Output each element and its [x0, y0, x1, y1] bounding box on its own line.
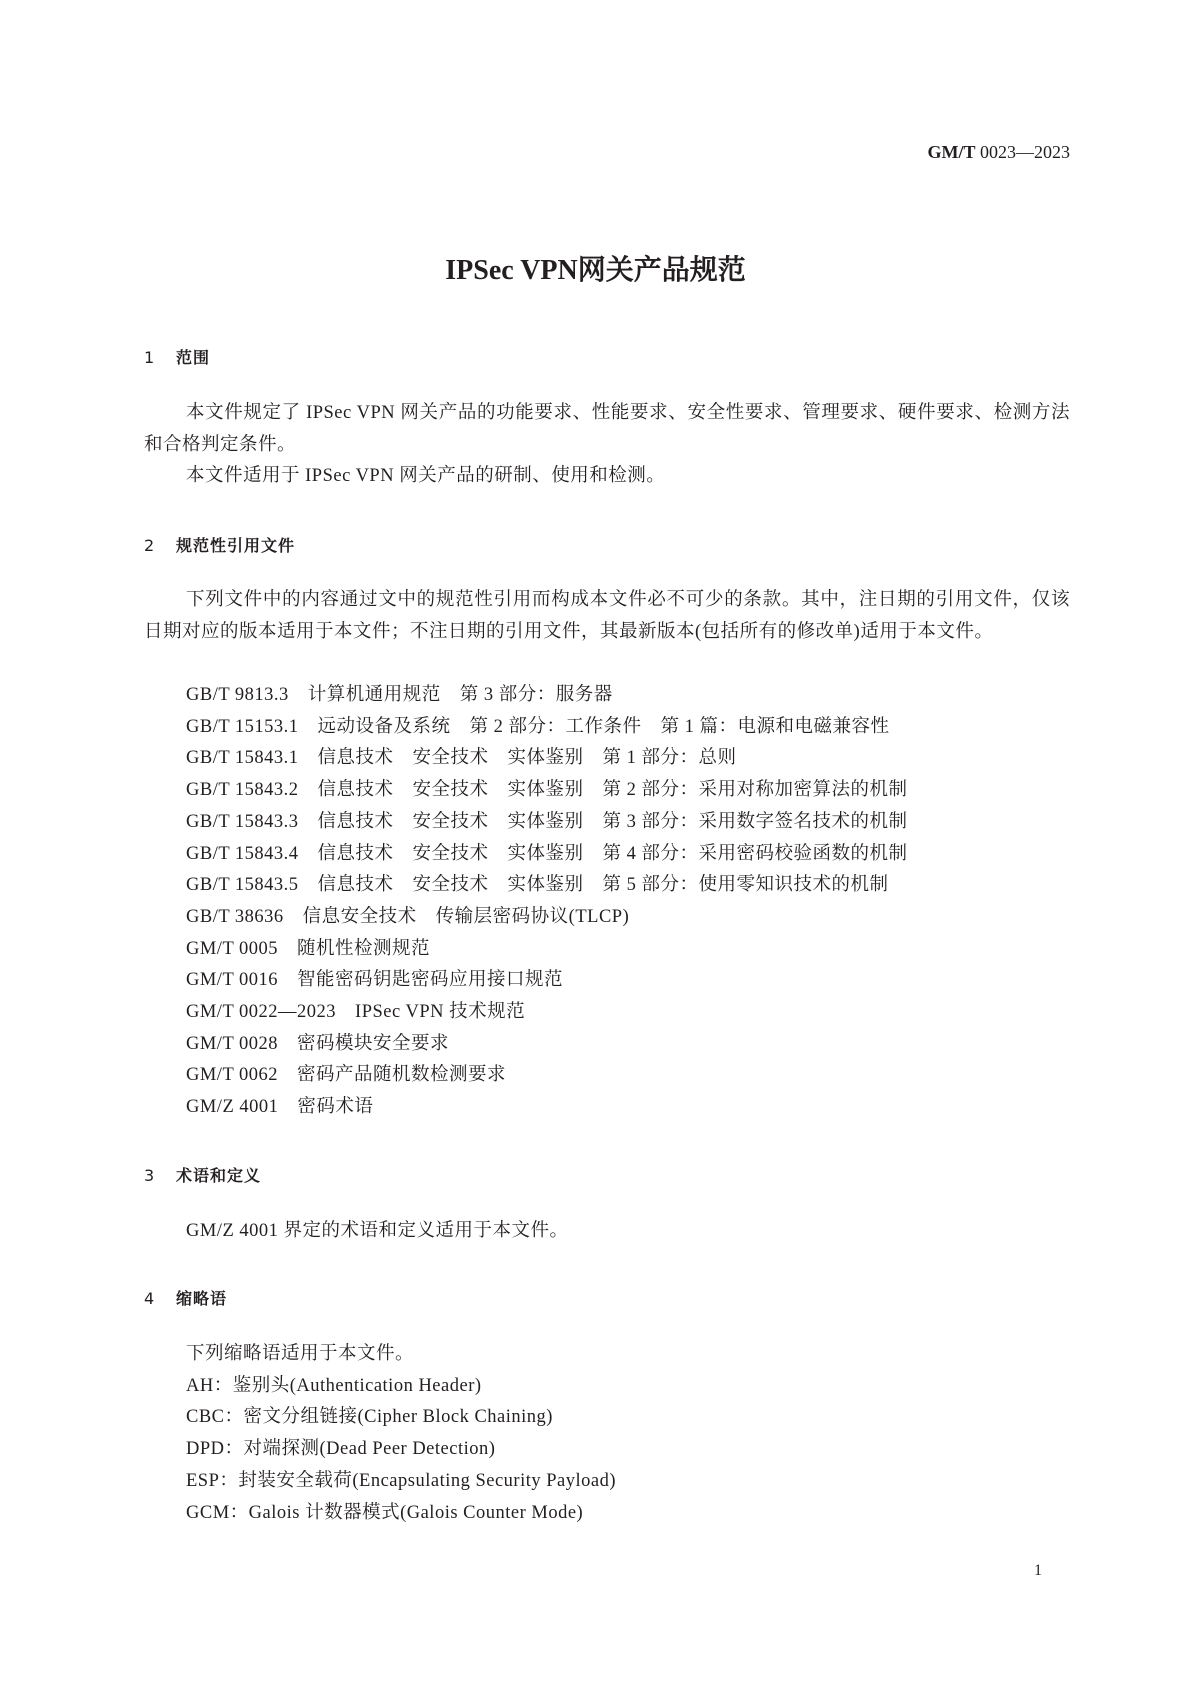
reference-item: GM/T 0062 密码产品随机数检测要求	[186, 1065, 507, 1086]
section-title: 规范性引用文件	[176, 536, 296, 555]
section-1-body	[144, 398, 1070, 493]
section-number: 2	[144, 536, 156, 555]
section-title: 范围	[176, 348, 211, 367]
document-title: IPSec VPN网关产品规范	[445, 255, 746, 286]
paragraph: 本文件适用于 IPSec VPN 网关产品的研制、使用和检测。	[186, 466, 666, 487]
section-number: 1	[144, 348, 156, 367]
header-code-number: 0023—2023	[975, 142, 1070, 162]
reference-item: GB/T 38636 信息安全技术 传输层密码协议(TLCP)	[186, 906, 630, 927]
section-title: 缩略语	[176, 1289, 228, 1308]
reference-item: GB/T 15843.3 信息技术 安全技术 实体鉴别 第 3 部分：采用数字签名技术的机制	[186, 811, 908, 832]
paragraph: GM/Z 4001 界定的术语和定义适用于本文件。	[186, 1221, 569, 1241]
section-number: 4	[144, 1289, 156, 1308]
header-code-prefix: GM/T	[927, 142, 976, 162]
reference-item: GM/Z 4001 密码术语	[186, 1097, 374, 1118]
reference-item: GB/T 9813.3 计算机通用规范 第 3 部分：服务器	[186, 685, 613, 705]
section-heading-1	[144, 345, 210, 368]
section-heading-4	[144, 1286, 227, 1309]
paragraph: 下列文件中的内容通过文中的规范性引用而构成本文件必不可少的条款。其中，注日期的引用文件，仅该日期对应的版本适用于本文件；不注日期的引用文件，其最新版本(包括所有的修改单)适用于本文件。	[144, 590, 1070, 642]
normative-references-list	[186, 680, 908, 1124]
reference-item: GB/T 15153.1 远动设备及系统 第 2 部分：工作条件 第 1 篇：电源和电磁兼容性	[186, 716, 890, 737]
reference-item: GM/T 0022—2023 IPSec VPN 技术规范	[186, 1002, 526, 1023]
document-code-header	[928, 142, 1071, 163]
reference-item: GB/T 15843.4 信息技术 安全技术 实体鉴别 第 4 部分：采用密码校验函数的机制	[186, 843, 908, 864]
reference-item: GM/T 0016 智能密码钥匙密码应用接口规范	[186, 970, 564, 991]
section-heading-3	[144, 1163, 261, 1186]
abbreviations-intro: 下列缩略语适用于本文件。	[186, 1344, 415, 1364]
abbreviation-item: CBC：密文分组链接(Cipher Block Chaining)	[186, 1407, 553, 1428]
section-2-body	[144, 585, 1070, 648]
page-number: 1	[1034, 1562, 1042, 1579]
paragraph: 本文件规定了 IPSec VPN 网关产品的功能要求、性能要求、安全性要求、管理要求、硬件要求、检测方法和合格判定条件。	[144, 403, 1070, 455]
abbreviation-item: DPD：对端探测(Dead Peer Detection)	[186, 1439, 496, 1460]
reference-item: GB/T 15843.2 信息技术 安全技术 实体鉴别 第 2 部分：采用对称加密算法的机制	[186, 780, 908, 801]
section-number: 3	[144, 1166, 156, 1185]
section-heading-2	[144, 533, 295, 556]
reference-item: GM/T 0028 密码模块安全要求	[186, 1033, 450, 1054]
abbreviations-list	[186, 1339, 616, 1529]
section-title: 术语和定义	[176, 1166, 262, 1185]
abbreviation-item: GCM：Galois 计数器模式(Galois Counter Mode)	[186, 1502, 584, 1523]
abbreviation-item: AH：鉴别头(Authentication Header)	[186, 1375, 482, 1396]
abbreviation-item: ESP：封装安全载荷(Encapsulating Security Payload)	[186, 1470, 617, 1491]
section-3-body	[144, 1216, 1070, 1248]
reference-item: GB/T 15843.5 信息技术 安全技术 实体鉴别 第 5 部分：使用零知识技术的机制	[186, 875, 889, 896]
reference-item: GM/T 0005 随机性检测规范	[186, 938, 431, 959]
reference-item: GB/T 15843.1 信息技术 安全技术 实体鉴别 第 1 部分：总则	[186, 748, 737, 769]
